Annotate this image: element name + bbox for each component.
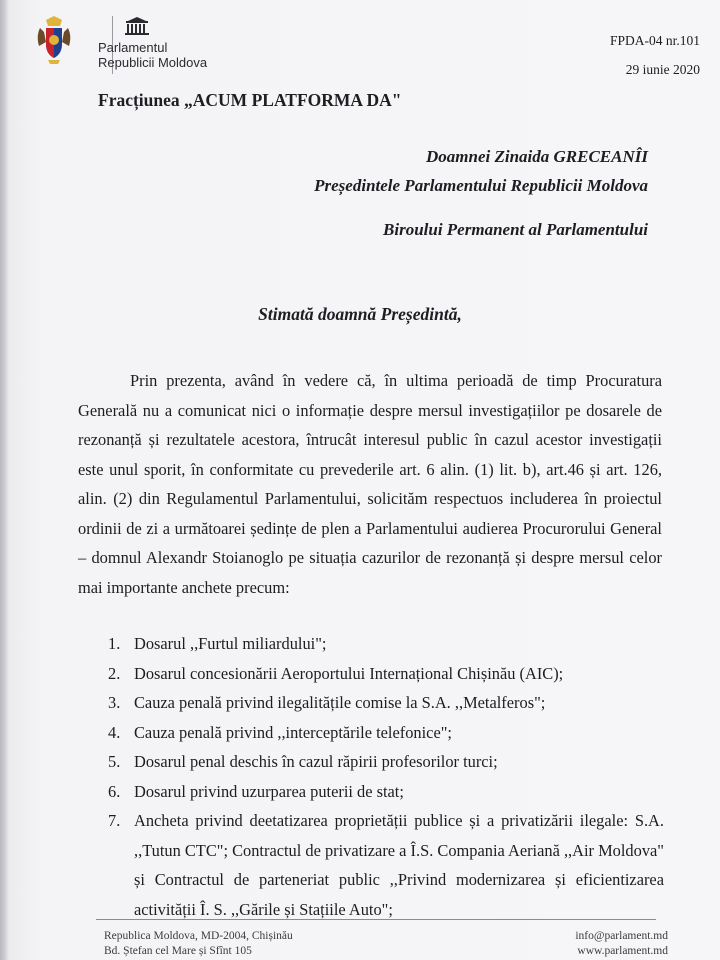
footer-address-line-2: Bd. Ștefan cel Mare și Sfînt 105 [104,945,252,957]
list-item-text: Dosarul ,,Furtul miliardului"; [134,634,327,653]
institution-line-2: Republicii Moldova [98,55,208,70]
list-item [108,747,664,777]
salutation: Stimată doamnă Președintă, [258,304,462,324]
footer-address-line-1: Republica Moldova, MD-2004, Chișinău [104,930,293,942]
body-paragraph [78,366,662,602]
body-paragraph-text: Prin prezenta, având în vedere că, în ultima perioadă de timp Procuratura Generală nu a comunicat nici o informație despre mersul investigațiilor pe dosarele de rezonanță și rezultatele acestora, întrucât interesul public în cazul acestor investigații este unul sporit, în conformitate cu prevederile art. 6 alin. (1) lit. b), art.46 și art. 126, alin. (2) din Regulamentul Parlamentului, solicităm respectuos includerea în proiectul ordinii de zi a următoarei ședințe de plen a Parlamentului audierea Procurorului General – domnul Alexandr Stoianoglo pe situația cazurilor de rezonanță și despre mersul celor mai importante anchete precum: [78,371,662,597]
list-item-number: 1. [108,634,121,653]
list-item-number: 6. [108,781,121,801]
list-item-text: Dosarul privind uzurparea puterii de stat; [134,781,404,801]
list-item-number: 5. [108,752,121,771]
list-item-text: Cauza penală privind ,,interceptările telefonice"; [134,722,452,742]
reference-block [610,26,700,84]
addressee-block [314,142,648,244]
list-item [108,777,664,807]
list-item-number: 7. [108,811,121,830]
list-item [108,659,664,689]
footer-address [104,929,293,959]
list-item-number: 4. [108,722,121,742]
list-item [108,629,664,659]
page-edge-shadow [0,0,8,960]
list-item-text: Dosarul concesionării Aeroportului Internațional Chișinău (AIC); [134,663,564,683]
moldova-coat-of-arms-icon [34,14,74,66]
list-item-number: 3. [108,693,121,712]
list-item-text: Ancheta privind deetatizarea proprietății publice și a privatizării ilegale: S.A. ,,Tutun CTC"; Contractul de privatizare a Î.S. Compania Aeriană ,,Air Moldova" și Contractul de parteneriat public ,,Privind modernizarea și eficientizarea activității Î. S. ,,Gările și Stațiile Auto"; [134,811,664,919]
faction-title: Fracțiunea „ACUM PLATFORMA DA" [98,90,402,110]
institution-name [98,40,207,70]
addressee-line-1: Doamnei Zinaida GRECEANÎI [426,147,648,166]
institution-line-1: Parlamentul [98,40,168,55]
footer-website: www.parlament.md [577,945,668,957]
letterhead [30,10,680,72]
list-item-number: 2. [108,663,121,683]
footer-divider [96,919,656,920]
list-item-text: Dosarul penal deschis în cazul răpirii profesorilor turci; [134,752,498,771]
list-item [108,688,664,718]
footer-contacts [575,929,668,959]
footer-email: info@parlament.md [575,930,668,942]
list-item-text: Cauza penală privind ilegalitățile comise la S.A. ,,Metalferos"; [134,693,546,712]
addressee-line-3: Biroului Permanent al Parlamentului [383,220,648,239]
reference-number: FPDA-04 nr.101 [609,33,700,48]
document-date: 29 iunie 2020 [625,62,700,77]
list-item [108,718,664,748]
list-item [108,806,664,924]
investigation-list [108,629,664,924]
addressee-line-2: Președintele Parlamentului Republicii Moldova [314,176,648,195]
parliament-building-icon [124,16,150,36]
